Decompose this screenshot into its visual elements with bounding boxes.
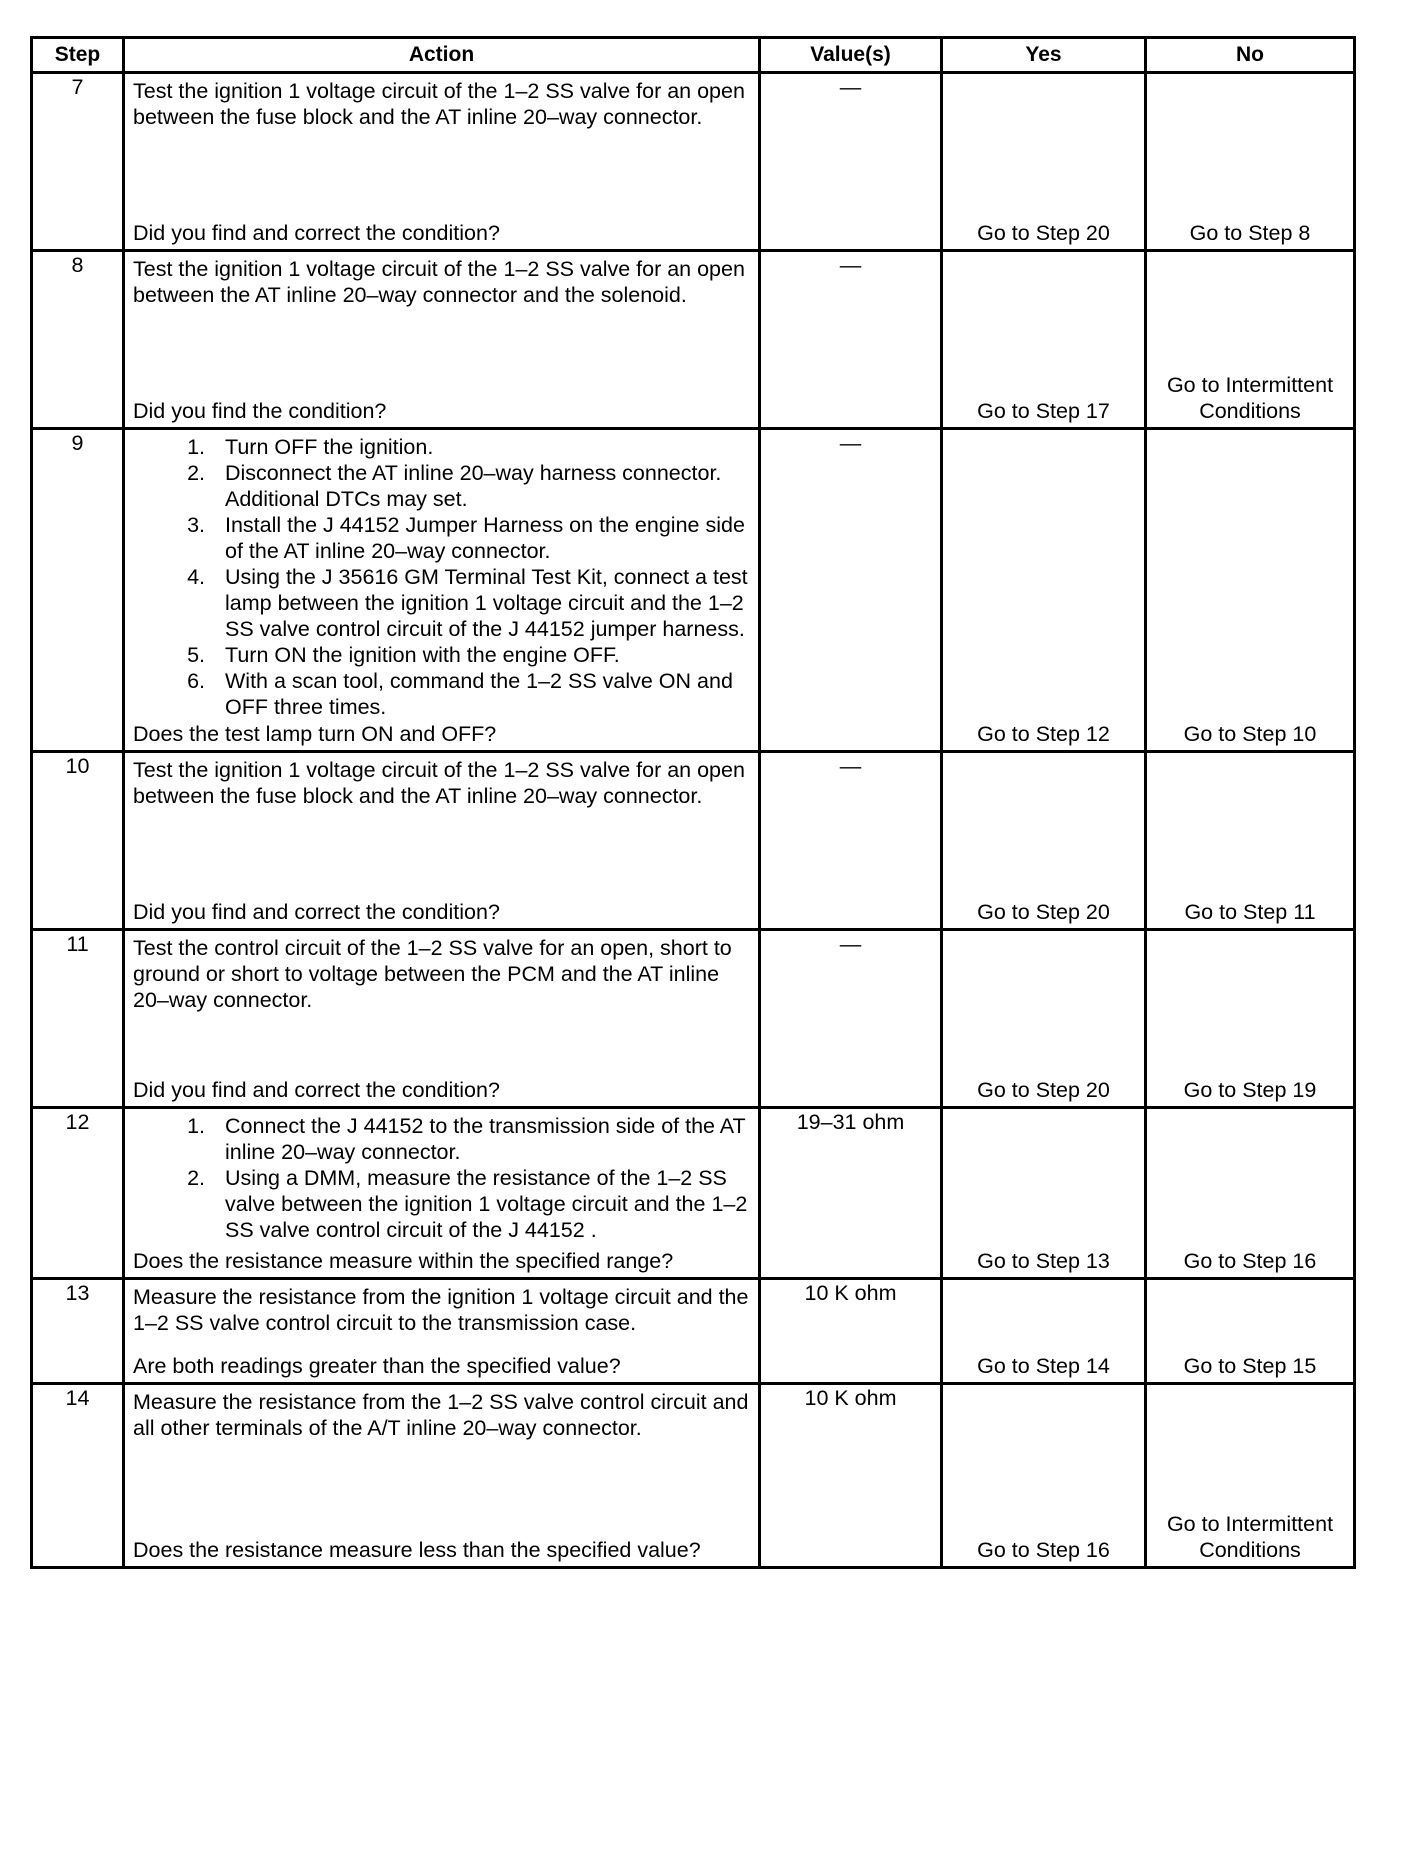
action-question: Did you find the condition? — [133, 399, 387, 423]
no-result — [1147, 372, 1353, 424]
no-result: Go to Step 15 — [1183, 1354, 1317, 1378]
numbered-list — [133, 1113, 752, 1243]
action-instruction: Test the ignition 1 voltage circuit of the 1–2 SS valve for an open between the fuse block and the AT inline 20–way connector. — [133, 758, 745, 808]
table-row — [32, 1384, 1355, 1568]
value-cell: — — [760, 752, 942, 930]
diagnostic-table — [30, 36, 1356, 1569]
no-cell — [1146, 752, 1355, 930]
value-cell: — — [760, 930, 942, 1108]
header-action: Action — [124, 38, 760, 73]
step-number: 9 — [32, 429, 124, 752]
action-cell — [124, 1384, 760, 1568]
value-cell: 10 K ohm — [760, 1279, 942, 1384]
table-row — [32, 1279, 1355, 1384]
yes-result: Go to Step 20 — [977, 221, 1110, 245]
header-row — [32, 38, 1355, 73]
action-cell — [124, 429, 760, 752]
header-no: No — [1146, 38, 1355, 73]
table-row — [32, 1108, 1355, 1279]
value-cell: 19–31 ohm — [760, 1108, 942, 1279]
yes-result: Go to Step 13 — [977, 1249, 1110, 1273]
step-number: 7 — [32, 73, 124, 251]
yes-cell — [942, 752, 1146, 930]
action-cell — [124, 1108, 760, 1279]
no-cell — [1146, 73, 1355, 251]
no-cell — [1146, 1108, 1355, 1279]
yes-cell — [942, 429, 1146, 752]
step-number: 11 — [32, 930, 124, 1108]
header-step: Step — [32, 38, 124, 73]
no-cell — [1146, 429, 1355, 752]
yes-cell — [942, 251, 1146, 429]
yes-cell — [942, 1108, 1146, 1279]
no-result-line: Conditions — [1199, 1538, 1301, 1562]
value-cell: — — [760, 251, 942, 429]
no-result: Go to Step 19 — [1183, 1078, 1317, 1102]
yes-result: Go to Step 20 — [977, 1078, 1110, 1102]
list-item: 1. Connect the J 44152 to the transmission side of the AT inline 20–way connector. — [187, 1114, 746, 1164]
table-row — [32, 752, 1355, 930]
no-cell — [1146, 1279, 1355, 1384]
action-question: Did you find and correct the condition? — [133, 900, 500, 924]
header-yes: Yes — [942, 38, 1146, 73]
table-row — [32, 930, 1355, 1108]
list-item: 2. Disconnect the AT inline 20–way harness connector. Additional DTCs may set. — [187, 461, 722, 511]
action-question: Does the resistance measure less than the specified value? — [133, 1538, 701, 1562]
value-cell: — — [760, 429, 942, 752]
action-question: Are both readings greater than the specified value? — [133, 1354, 621, 1378]
yes-result: Go to Step 14 — [977, 1354, 1110, 1378]
yes-result: Go to Step 16 — [977, 1538, 1110, 1562]
action-question: Did you find and correct the condition? — [133, 1078, 500, 1102]
yes-cell — [942, 930, 1146, 1108]
value-cell: 10 K ohm — [760, 1384, 942, 1568]
no-result: Go to Step 11 — [1184, 900, 1316, 924]
action-instruction: Test the control circuit of the 1–2 SS valve for an open, short to ground or short to voltage between the PCM and the AT inline 20–way connector. — [133, 936, 732, 1012]
yes-cell — [942, 1384, 1146, 1568]
no-result-line: Go to Intermittent — [1166, 373, 1334, 397]
no-result: Go to Step 8 — [1189, 221, 1311, 245]
action-cell — [124, 930, 760, 1108]
action-instruction: Measure the resistance from the ignition 1 voltage circuit and the 1–2 SS valve control circuit to the transmission case. — [133, 1285, 749, 1335]
table-row — [32, 251, 1355, 429]
no-result-line: Conditions — [1199, 399, 1301, 423]
action-instruction: Test the ignition 1 voltage circuit of the 1–2 SS valve for an open between the fuse block and the AT inline 20–way connector. — [133, 79, 745, 129]
numbered-list — [133, 434, 752, 720]
action-cell — [124, 251, 760, 429]
action-instruction: Measure the resistance from the 1–2 SS valve control circuit and all other terminals of the A/T inline 20–way connector. — [133, 1390, 749, 1440]
step-number: 14 — [32, 1384, 124, 1568]
no-cell — [1146, 1384, 1355, 1568]
value-cell: — — [760, 73, 942, 251]
yes-cell — [942, 1279, 1146, 1384]
table-row — [32, 429, 1355, 752]
no-result-line: Go to Intermittent — [1166, 1512, 1334, 1536]
no-cell — [1146, 930, 1355, 1108]
action-question: Does the resistance measure within the specified range? — [133, 1249, 674, 1273]
step-number: 10 — [32, 752, 124, 930]
step-number: 13 — [32, 1279, 124, 1384]
yes-result: Go to Step 20 — [977, 900, 1110, 924]
list-item: 1. Turn OFF the ignition. — [187, 435, 434, 459]
yes-cell — [942, 73, 1146, 251]
list-item: 4. Using the J 35616 GM Terminal Test Kit, connect a test lamp between the ignition 1 voltage circuit and the 1–2 SS valve control circuit of the J 44152 jumper harness. — [187, 565, 748, 641]
action-instruction: Test the ignition 1 voltage circuit of the 1–2 SS valve for an open between the AT inline 20–way connector and the solenoid. — [133, 257, 745, 307]
action-question: Did you find and correct the condition? — [133, 221, 500, 245]
action-question: Does the test lamp turn ON and OFF? — [133, 722, 497, 746]
no-cell — [1146, 251, 1355, 429]
action-cell — [124, 73, 760, 251]
table-row — [32, 73, 1355, 251]
list-item: 3. Install the J 44152 Jumper Harness on the engine side of the AT inline 20–way connector. — [187, 513, 745, 563]
no-result: Go to Step 10 — [1183, 722, 1317, 746]
header-values: Value(s) — [760, 38, 942, 73]
step-number: 8 — [32, 251, 124, 429]
no-result: Go to Step 16 — [1183, 1249, 1317, 1273]
step-number: 12 — [32, 1108, 124, 1279]
yes-result: Go to Step 12 — [977, 722, 1110, 746]
yes-result: Go to Step 17 — [977, 399, 1110, 423]
action-cell — [124, 1279, 760, 1384]
action-cell — [124, 752, 760, 930]
list-item: 5. Turn ON the ignition with the engine OFF. — [187, 643, 620, 667]
list-item: 2. Using a DMM, measure the resistance of the 1–2 SS valve between the ignition 1 voltage circuit and the 1–2 SS valve control circuit of the J 44152 . — [187, 1166, 748, 1242]
no-result — [1147, 1511, 1353, 1563]
list-item: 6. With a scan tool, command the 1–2 SS valve ON and OFF three times. — [187, 669, 733, 719]
